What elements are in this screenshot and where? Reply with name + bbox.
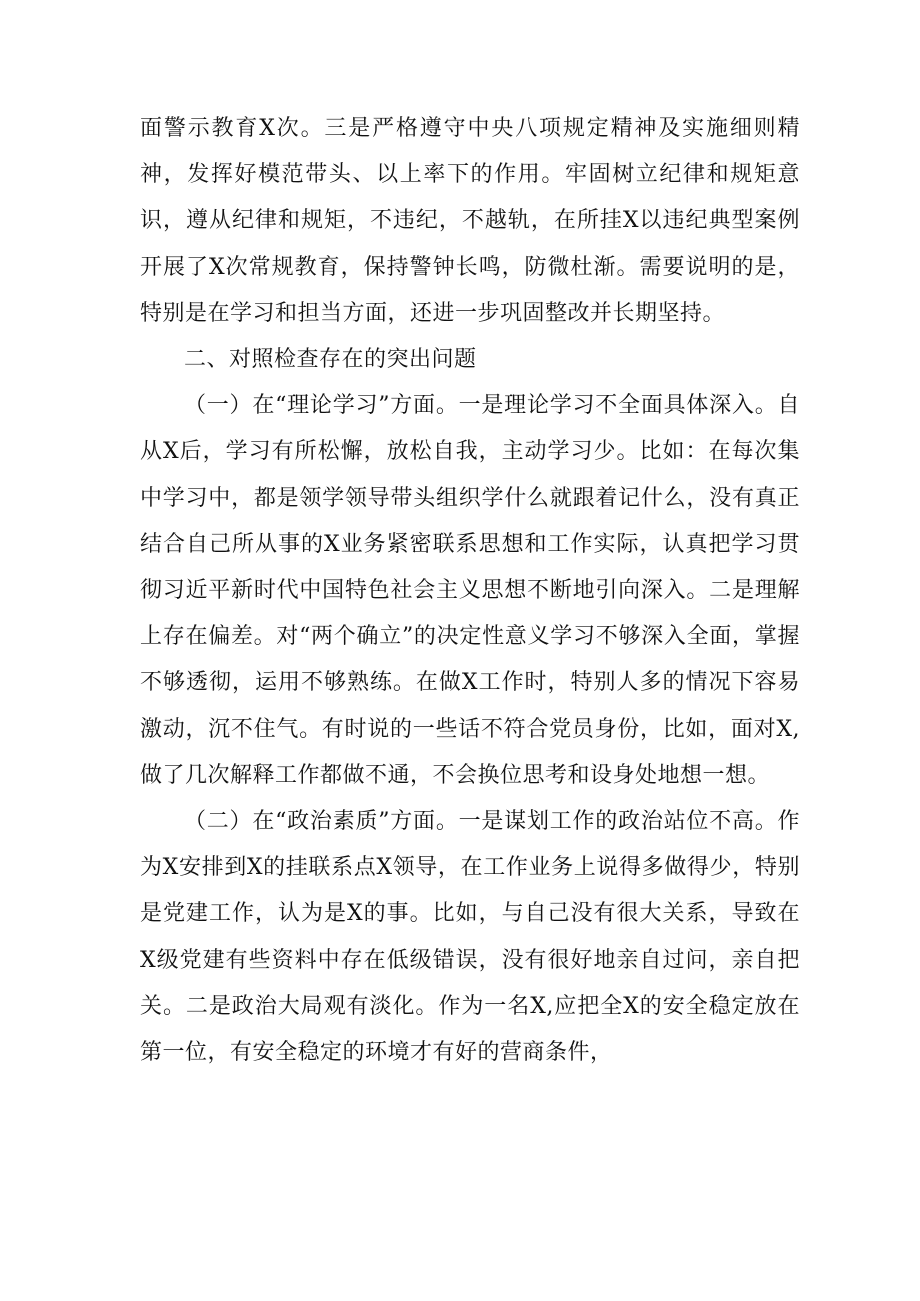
paragraph-political-quality: （二）在“政治素质”方面。一是谋划工作的政治站位不高。作为X安排到X的挂联系点X领导，在工作业务上说得多做得少，特别是党建工作，认为是X的事。比如，与自己没有很大关系，导致在X级党建有些资料中存在低级错误，没有很好地亲自过问，亲自把关。二是政治大局观有淡化。作为一名X,应把全X的安全稳定放在第一位，有安全稳定的环境才有好的营商条件， bbox=[140, 809, 800, 1066]
continued-paragraph: 面警示教育X次。三是严格遵守中央八项规定精神及实施细则精神，发挥好模范带头、以上率下的作用。牢固树立纪律和规矩意识，遵从纪律和规矩，不违纪，不越轨，在所挂X以违纪典型案例开展了X次常规教育，保持警钟长鸣，防微杜渐。需要说明的是，特别是在学习和担当方面，还进一步巩固整改并长期坚持。 bbox=[140, 116, 800, 326]
section-heading: 二、对照检查存在的突出问题 bbox=[184, 347, 477, 373]
document-body bbox=[140, 106, 800, 1076]
paragraph-theory-study: （一）在“理论学习”方面。一是理论学习不全面具体深入。自从X后，学习有所松懈，放松自我，主动学习少。比如：在每次集中学习中，都是领学领导带头组织学什么就跟着记什么，没有真正结合自己所从事的X业务紧密联系思想和工作实际，认真把学习贯彻习近平新时代中国特色社会主义思想不断地引向深入。二是理解上存在偏差。对“两个确立”的决定性意义学习不够深入全面，掌握不够透彻，运用不够熟练。在做X工作时，特别人多的情况下容易激动，沉不住气。有时说的一些话不符合党员身份，比如，面对X,做了几次解释工作都做不通，不会换位思考和设身处地想一想。 bbox=[140, 393, 800, 788]
